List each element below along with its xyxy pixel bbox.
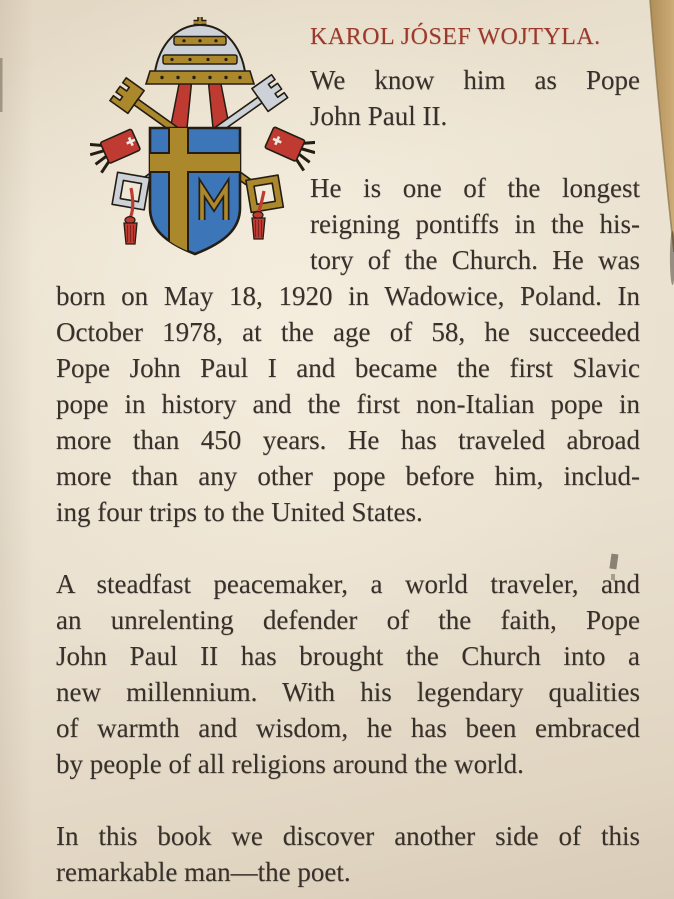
text-line: ing four trips to the United States. (56, 497, 423, 527)
text-line: John Paul II. (310, 101, 448, 131)
text-line: tory of the Church. He was (310, 245, 640, 275)
text-line: In this book we discover another side of this (56, 821, 640, 851)
text-line: John Paul II has brought the Church into a (56, 641, 640, 671)
text-line: remarkable man—the poet. (56, 857, 351, 887)
text-line: born on May 18, 1920 in Wadowice, Poland. In (56, 281, 640, 311)
paragraph-4 (56, 818, 640, 890)
text-line: of warmth and wisdom, he has been embraced (56, 713, 640, 743)
papal-coat-of-arms (90, 16, 315, 262)
papal-tiara-icon (146, 17, 254, 84)
text-line: new millennium. With his legendary qualities (56, 677, 640, 707)
left-cord-cuff (90, 125, 143, 174)
page-title: KAROL JÓSEF WOJTYLA. (310, 24, 601, 50)
right-cord-cuff (263, 123, 315, 172)
text-line: Pope John Paul I and became the first Slavic (56, 353, 640, 383)
text-line: He is one of the longest (310, 173, 640, 203)
text-line: more than any other pope before him, includ- (56, 461, 640, 491)
text-line: more than 450 years. He has traveled abroad (56, 425, 640, 455)
text-line: pope in history and the first non-Italian pope in (56, 389, 640, 419)
paragraph-3 (56, 566, 640, 782)
text-line: an unrelenting defender of the faith, Pope (56, 605, 640, 635)
text-line: We know him as Pope (310, 65, 640, 95)
text-line: A steadfast peacemaker, a world traveler, and (56, 569, 640, 599)
text-line: October 1978, at the age of 58, he succeeded (56, 317, 640, 347)
shield-with-cross (148, 126, 242, 256)
text-line: by people of all religions around the world. (56, 749, 524, 779)
text-line: reigning pontiffs in the his- (310, 209, 640, 239)
